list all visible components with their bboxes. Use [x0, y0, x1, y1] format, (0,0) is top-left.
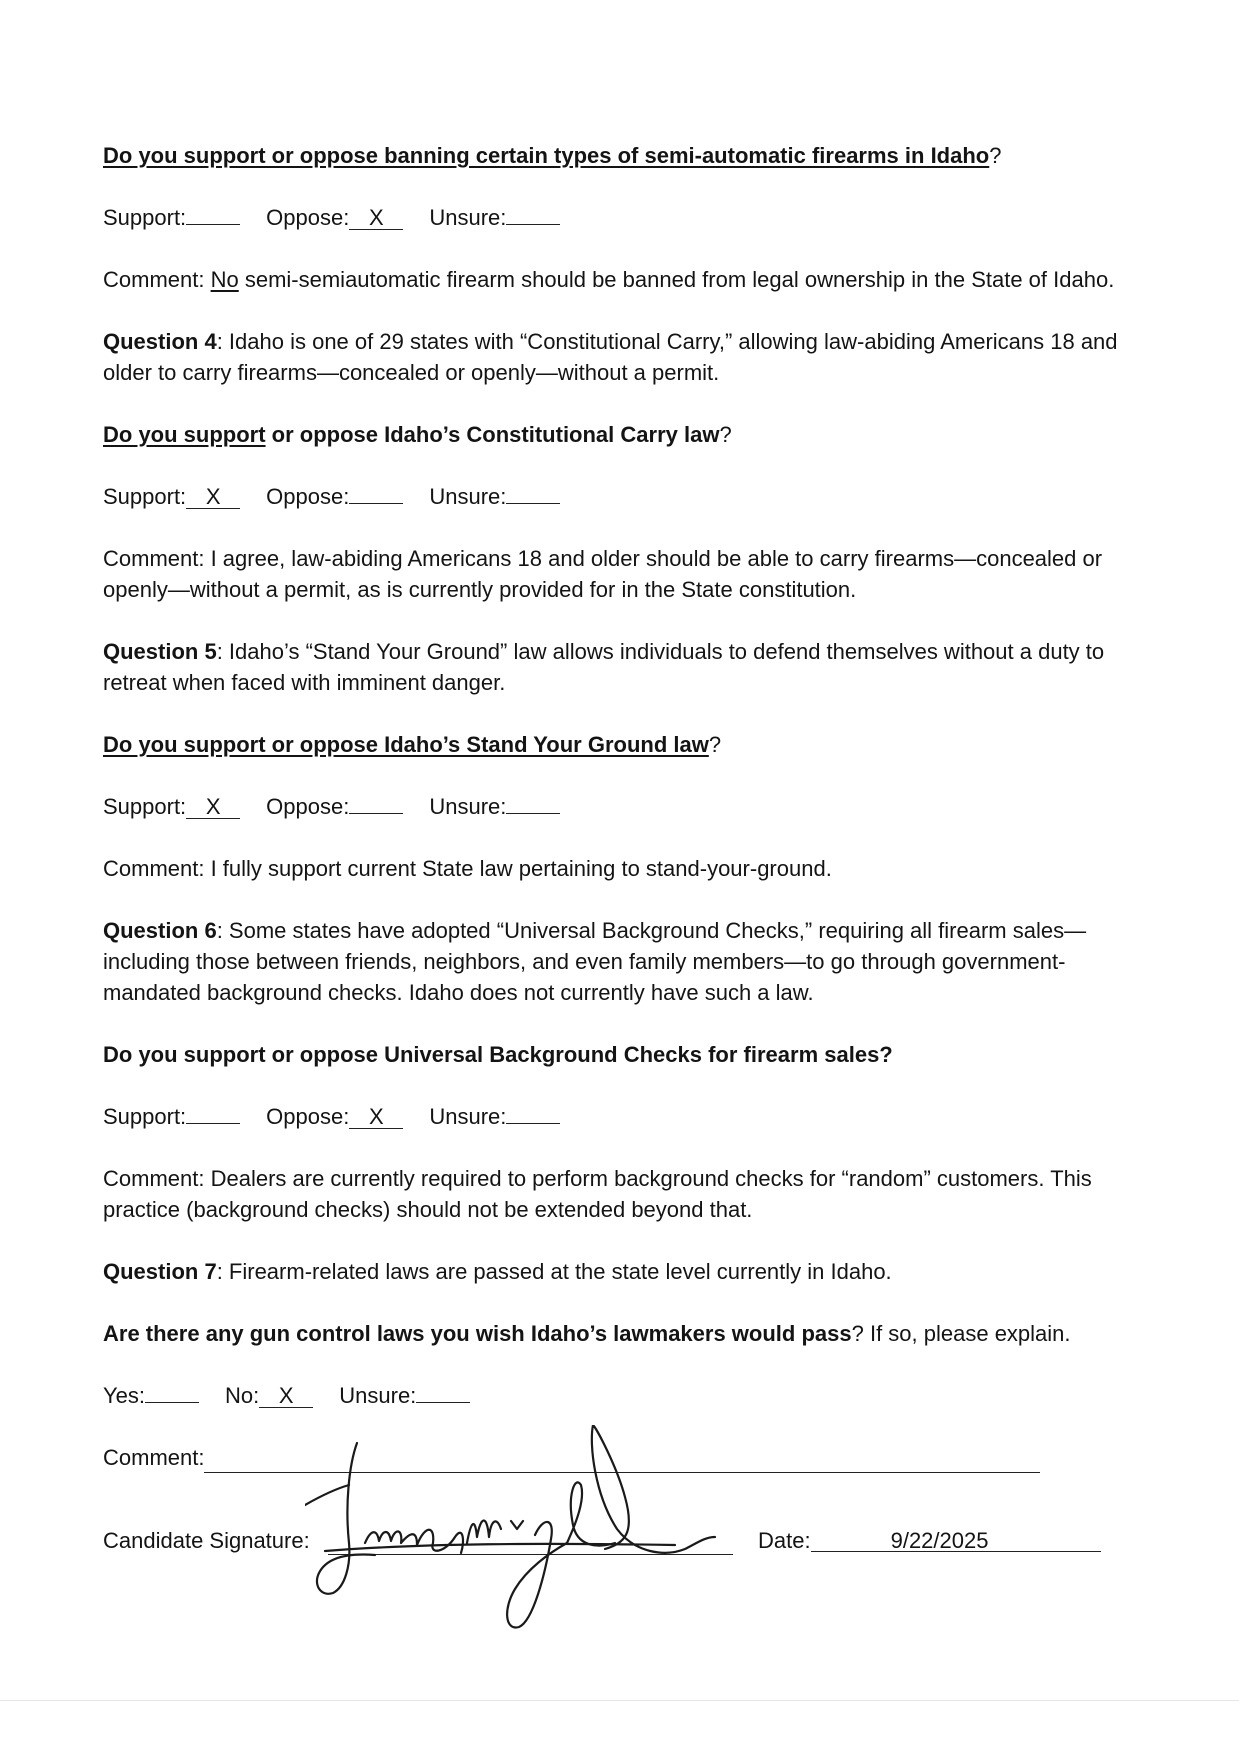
q7-unsure[interactable] — [339, 1380, 470, 1411]
date-group — [758, 1528, 1101, 1554]
q5-support[interactable] — [103, 791, 240, 822]
q5-prompt-text: Do you support or oppose Idaho’s Stand Your Ground law — [103, 732, 709, 757]
q3-comment — [103, 264, 1143, 295]
q3-comment-text: semi-semiautomatic firearm should be banned from legal ownership in the State of Idaho. — [238, 267, 1115, 292]
q4-unsure[interactable] — [429, 481, 560, 512]
q4-prompt-rest: or oppose Idaho’s Constitutional Carry law — [265, 422, 720, 447]
q3-oppose[interactable] — [266, 202, 403, 233]
q5-support-label: Support: — [103, 794, 187, 819]
q4-support-blank[interactable]: X — [186, 486, 240, 509]
q4-unsure-blank[interactable] — [506, 481, 560, 504]
q7-label: Question 7 — [103, 1259, 217, 1284]
q3-unsure-label: Unsure: — [429, 205, 507, 230]
q4-oppose[interactable] — [266, 481, 403, 512]
q4-prompt — [103, 419, 1143, 450]
q6-answers — [103, 1101, 1143, 1132]
q6-oppose-blank[interactable]: X — [349, 1106, 403, 1129]
q3-oppose-label: Oppose: — [266, 205, 350, 230]
q3-comment-lead: No — [210, 267, 239, 292]
q5-label: Question 5 — [103, 639, 217, 664]
handwritten-signature — [305, 1425, 765, 1655]
q3-support-label: Support: — [103, 205, 187, 230]
q6-support[interactable] — [103, 1101, 240, 1132]
q3-answers — [103, 202, 1143, 233]
q3-oppose-blank[interactable]: X — [349, 207, 403, 230]
q4-oppose-blank[interactable] — [349, 481, 403, 504]
q3-prompt-end: ? — [989, 143, 1002, 168]
q5-oppose[interactable] — [266, 791, 403, 822]
q7-answers — [103, 1380, 1143, 1411]
q4-comment: Comment: I agree, law-abiding Americans 18 and older should be able to carry firearms—concealed or openly—without a permit, as is currently provided for in the State constitution. — [103, 546, 1103, 602]
q5-prompt-end: ? — [708, 732, 722, 757]
q7-yes[interactable] — [103, 1380, 199, 1411]
q6-question — [103, 915, 1143, 1008]
q6-text: : Some states have adopted “Universal Background Checks,” requiring all firearm sales—including those between friends, neighbors, and even family members—to go through government-mandated background checks. Idaho does not currently have such a law. — [103, 918, 1087, 1005]
q3-comment-label: Comment: — [103, 267, 205, 292]
q5-question — [103, 636, 1143, 698]
q6-unsure-label: Unsure: — [429, 1104, 507, 1129]
q4-support[interactable] — [103, 481, 240, 512]
q7-yes-blank[interactable] — [145, 1380, 199, 1403]
q7-comment-label: Comment: — [103, 1445, 205, 1470]
q7-no-blank[interactable]: X — [259, 1385, 313, 1408]
q4-oppose-label: Oppose: — [266, 484, 350, 509]
q3-unsure-blank[interactable] — [506, 202, 560, 225]
q6-oppose-label: Oppose: — [266, 1104, 350, 1129]
q5-answers — [103, 791, 1143, 822]
q6-comment: Comment: Dealers are currently required to perform background checks for “random” customers. This practice (background checks) should not be extended beyond that. — [103, 1166, 1092, 1222]
q4-prompt-lead: Do you support — [103, 422, 266, 447]
q3-support[interactable] — [103, 202, 240, 233]
q5-unsure-blank[interactable] — [506, 791, 560, 814]
q4-question — [103, 326, 1143, 388]
q7-question — [103, 1256, 1143, 1287]
q6-support-blank[interactable] — [186, 1101, 240, 1124]
q6-oppose[interactable] — [266, 1101, 403, 1132]
q5-prompt — [103, 729, 1143, 760]
q6-unsure-blank[interactable] — [506, 1101, 560, 1124]
date-label: Date: — [758, 1528, 811, 1553]
q7-prompt-rest: ? If so, please explain. — [851, 1321, 1071, 1346]
q3-unsure[interactable] — [429, 202, 560, 233]
questionnaire-body — [103, 140, 1143, 1473]
q5-comment: Comment: I fully support current State law pertaining to stand-your-ground. — [103, 856, 832, 881]
q6-prompt: Do you support or oppose Universal Background Checks for firearm sales? — [103, 1042, 893, 1067]
page-edge — [0, 1700, 1239, 1701]
q7-no[interactable] — [225, 1380, 313, 1411]
q4-text: : Idaho is one of 29 states with “Constitutional Carry,” allowing law-abiding Americans 18 and older to carry firearms—concealed or openly—without a permit. — [103, 329, 1118, 385]
q6-support-label: Support: — [103, 1104, 187, 1129]
q4-label: Question 4 — [103, 329, 217, 354]
date-field[interactable]: 9/22/2025 — [811, 1530, 1101, 1552]
q3-prompt-text: Do you support or oppose banning certain types of semi-automatic firearms in Idaho — [103, 143, 990, 168]
signature-label: Candidate Signature: — [103, 1528, 310, 1553]
q5-unsure[interactable] — [429, 791, 560, 822]
q7-no-label: No: — [225, 1383, 260, 1408]
q5-oppose-label: Oppose: — [266, 794, 350, 819]
q4-support-label: Support: — [103, 484, 187, 509]
q4-prompt-end: ? — [719, 422, 732, 447]
q7-prompt — [103, 1318, 1143, 1349]
q6-unsure[interactable] — [429, 1101, 560, 1132]
q7-yes-label: Yes: — [103, 1383, 146, 1408]
q7-text: : Firearm-related laws are passed at the state level currently in Idaho. — [216, 1259, 892, 1284]
q5-text: : Idaho’s “Stand Your Ground” law allows individuals to defend themselves without a duty to retreat when faced with imminent danger. — [103, 639, 1105, 695]
q6-label: Question 6 — [103, 918, 217, 943]
q7-prompt-bold: Are there any gun control laws you wish Idaho’s lawmakers would pass — [103, 1321, 852, 1346]
q3-support-blank[interactable] — [186, 202, 240, 225]
q7-unsure-blank[interactable] — [416, 1380, 470, 1403]
q4-answers — [103, 481, 1143, 512]
q5-unsure-label: Unsure: — [429, 794, 507, 819]
q7-unsure-label: Unsure: — [339, 1383, 417, 1408]
q5-support-blank[interactable]: X — [186, 796, 240, 819]
q5-oppose-blank[interactable] — [349, 791, 403, 814]
q3-prompt — [103, 140, 1143, 171]
q4-unsure-label: Unsure: — [429, 484, 507, 509]
